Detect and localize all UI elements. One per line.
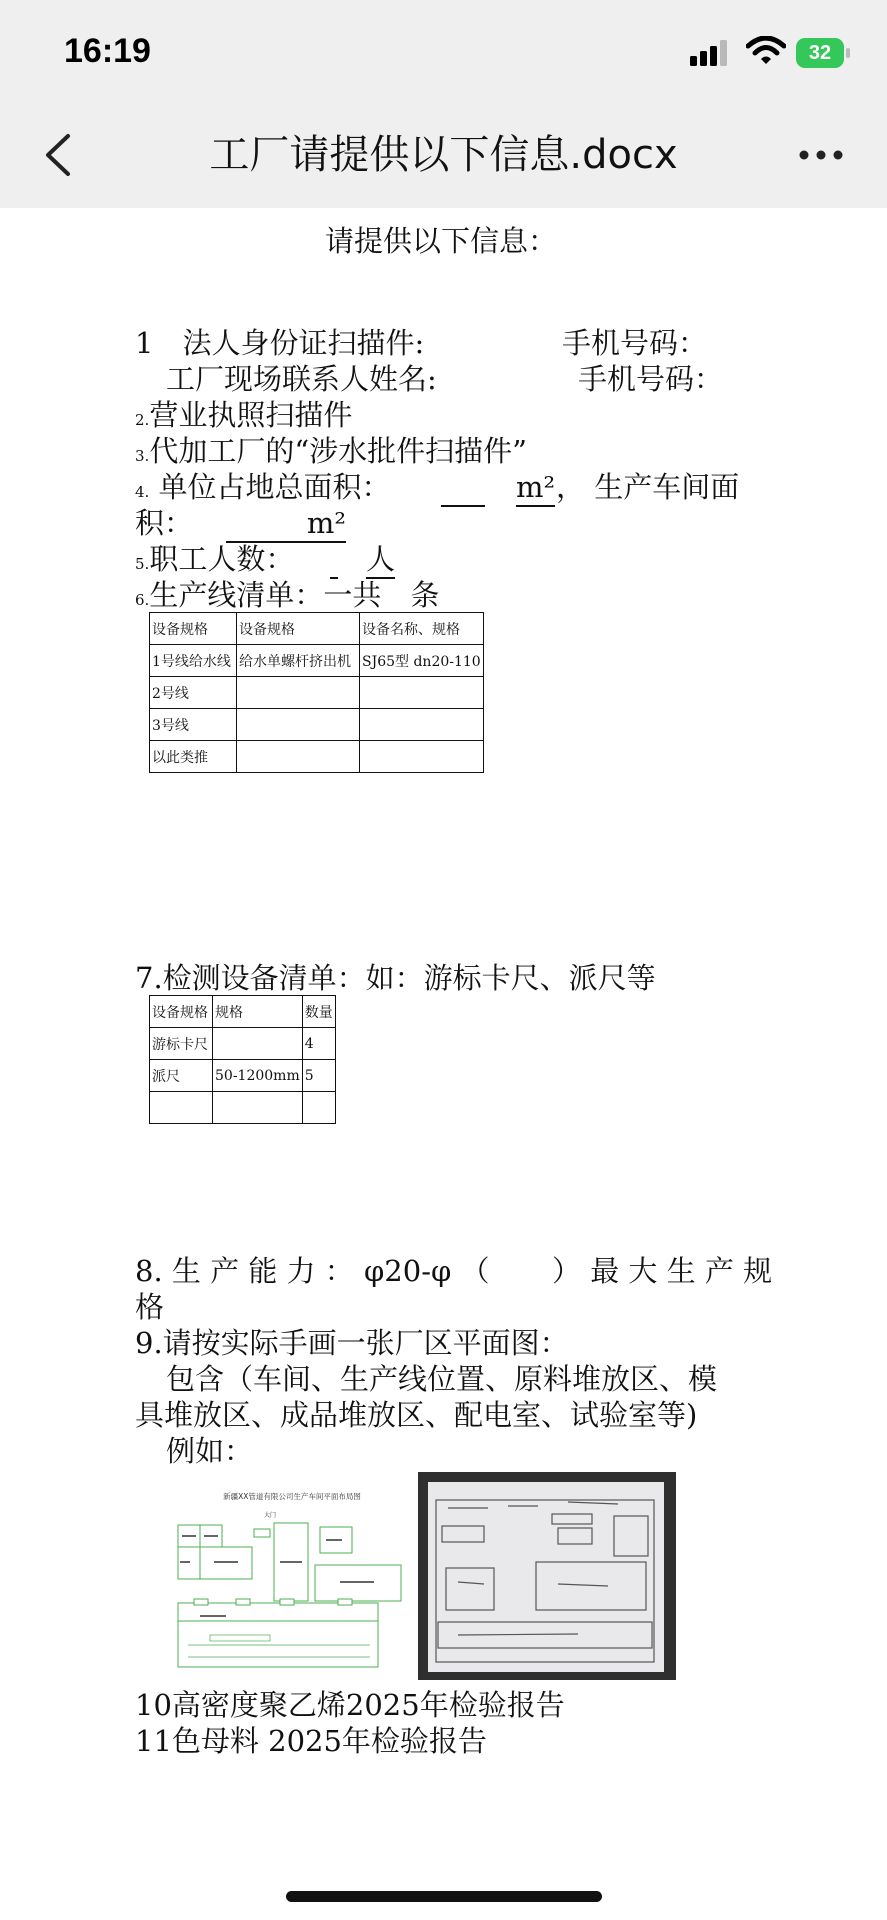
area-blank <box>441 469 485 507</box>
item9-text: 9.请按实际手画一张厂区平面图： <box>135 1326 569 1360</box>
table-row <box>150 677 484 709</box>
table-cell <box>237 741 360 773</box>
item9-detail: 包含（车间、生产线位置、原料堆放区、模 <box>166 1362 718 1396</box>
wifi-icon <box>746 36 786 66</box>
staff-unit: 人 <box>366 541 395 579</box>
table-header-cell: 设备规格 <box>150 996 213 1028</box>
table-header-row <box>150 613 484 645</box>
table-cell: 2号线 <box>150 677 237 709</box>
area-unit: m² <box>516 469 555 507</box>
table-cell: 给水单螺杆挤出机 <box>237 645 360 677</box>
item8-max-spec: ） 最 大 生 产 规 <box>552 1254 773 1288</box>
cellular-signal-icon <box>690 40 732 66</box>
table-row <box>150 709 484 741</box>
inspection-equipment-table <box>149 995 336 1124</box>
item5-number: 5. <box>135 555 150 573</box>
table-row <box>150 645 484 677</box>
more-options-icon[interactable] <box>796 140 846 170</box>
table-cell <box>302 1092 335 1124</box>
table-cell <box>237 709 360 741</box>
item9-detail-continued: 具堆放区、成品堆放区、配电室、试验室等) <box>135 1398 698 1432</box>
staff-blank <box>330 541 338 579</box>
plan-gate-label: 大门 <box>263 1512 277 1519</box>
table-header-cell: 设备规格 <box>150 613 237 645</box>
item7-text: 7.检测设备清单：如：游标卡尺、派尺等 <box>135 961 656 995</box>
table-cell: 4 <box>302 1028 335 1060</box>
item4-continued: 积： <box>135 506 194 540</box>
item11-text: 11色母料 2025年检验报告 <box>135 1724 487 1758</box>
plan-title: 新疆XX管道有限公司生产车间平面布局图 <box>223 1492 361 1501</box>
table-cell <box>213 1092 303 1124</box>
status-time: 16:19 <box>64 32 151 70</box>
back-chevron-icon[interactable] <box>34 130 84 180</box>
table-cell: 游标卡尺 <box>150 1028 213 1060</box>
item6-text: 生产线清单：一共 条 <box>149 578 440 612</box>
table-cell: 5 <box>302 1060 335 1092</box>
item2-text: 营业执照扫描件 <box>149 398 353 432</box>
table-cell: SJ65型 dn20-110 <box>360 645 484 677</box>
table-cell: 以此类推 <box>150 741 237 773</box>
table-cell <box>213 1028 303 1060</box>
table-header-cell: 数量 <box>302 996 335 1028</box>
table-cell: 3号线 <box>150 709 237 741</box>
production-line-table <box>149 612 484 773</box>
table-cell <box>150 1092 213 1124</box>
table-row <box>150 1060 336 1092</box>
item3-number: 3. <box>135 447 150 465</box>
table-cell <box>360 677 484 709</box>
item8-label: 8. 生 产 能 力 ： <box>135 1254 354 1288</box>
table-cell: 50-1200mm <box>213 1060 303 1092</box>
table-row <box>150 1028 336 1060</box>
table-cell <box>360 709 484 741</box>
table-cell <box>237 677 360 709</box>
document-title: 工厂请提供以下信息.docx <box>209 132 678 178</box>
table-cell: 派尺 <box>150 1060 213 1092</box>
table-header-cell: 规格 <box>213 996 303 1028</box>
table-cell: 1号线给水线 <box>150 645 237 677</box>
table-header-row <box>150 996 336 1028</box>
item3-text: 代加工厂的“涉水批件扫描件” <box>149 434 527 468</box>
printed-floor-plan-image <box>170 1485 414 1675</box>
battery-tip <box>846 48 850 58</box>
workshop-area-unit: m² <box>226 505 346 543</box>
item1-contact-phone-label: 手机号码： <box>578 362 724 396</box>
doc-heading: 请提供以下信息： <box>325 224 558 258</box>
item4-tail: ， 生产车间面 <box>556 470 740 504</box>
item10-text: 10高密度聚乙烯2025年检验报告 <box>135 1688 565 1722</box>
table-header-cell: 设备名称、规格 <box>360 613 484 645</box>
item8-continued: 格 <box>135 1290 165 1324</box>
item4-text: 单位占地总面积： <box>158 470 391 504</box>
item8-range: φ20-φ （ <box>364 1254 490 1288</box>
item1-legal-id: 1 法人身份证扫描件: <box>135 326 425 360</box>
hand-drawn-plan-photo <box>418 1472 676 1680</box>
item1-contact-name: 工厂现场联系人姓名: <box>166 362 437 396</box>
item2-number: 2. <box>135 411 150 429</box>
example-label: 例如： <box>166 1434 254 1468</box>
table-row <box>150 1092 336 1124</box>
home-indicator[interactable] <box>286 1891 602 1902</box>
battery-indicator: 32 <box>796 38 844 68</box>
item6-number: 6. <box>135 591 150 609</box>
item4-number: 4. <box>135 483 150 501</box>
table-header-cell: 设备规格 <box>237 613 360 645</box>
item1-phone-label: 手机号码： <box>562 326 708 360</box>
table-cell <box>360 741 484 773</box>
item5-text: 职工人数： <box>149 542 295 576</box>
table-row <box>150 741 484 773</box>
